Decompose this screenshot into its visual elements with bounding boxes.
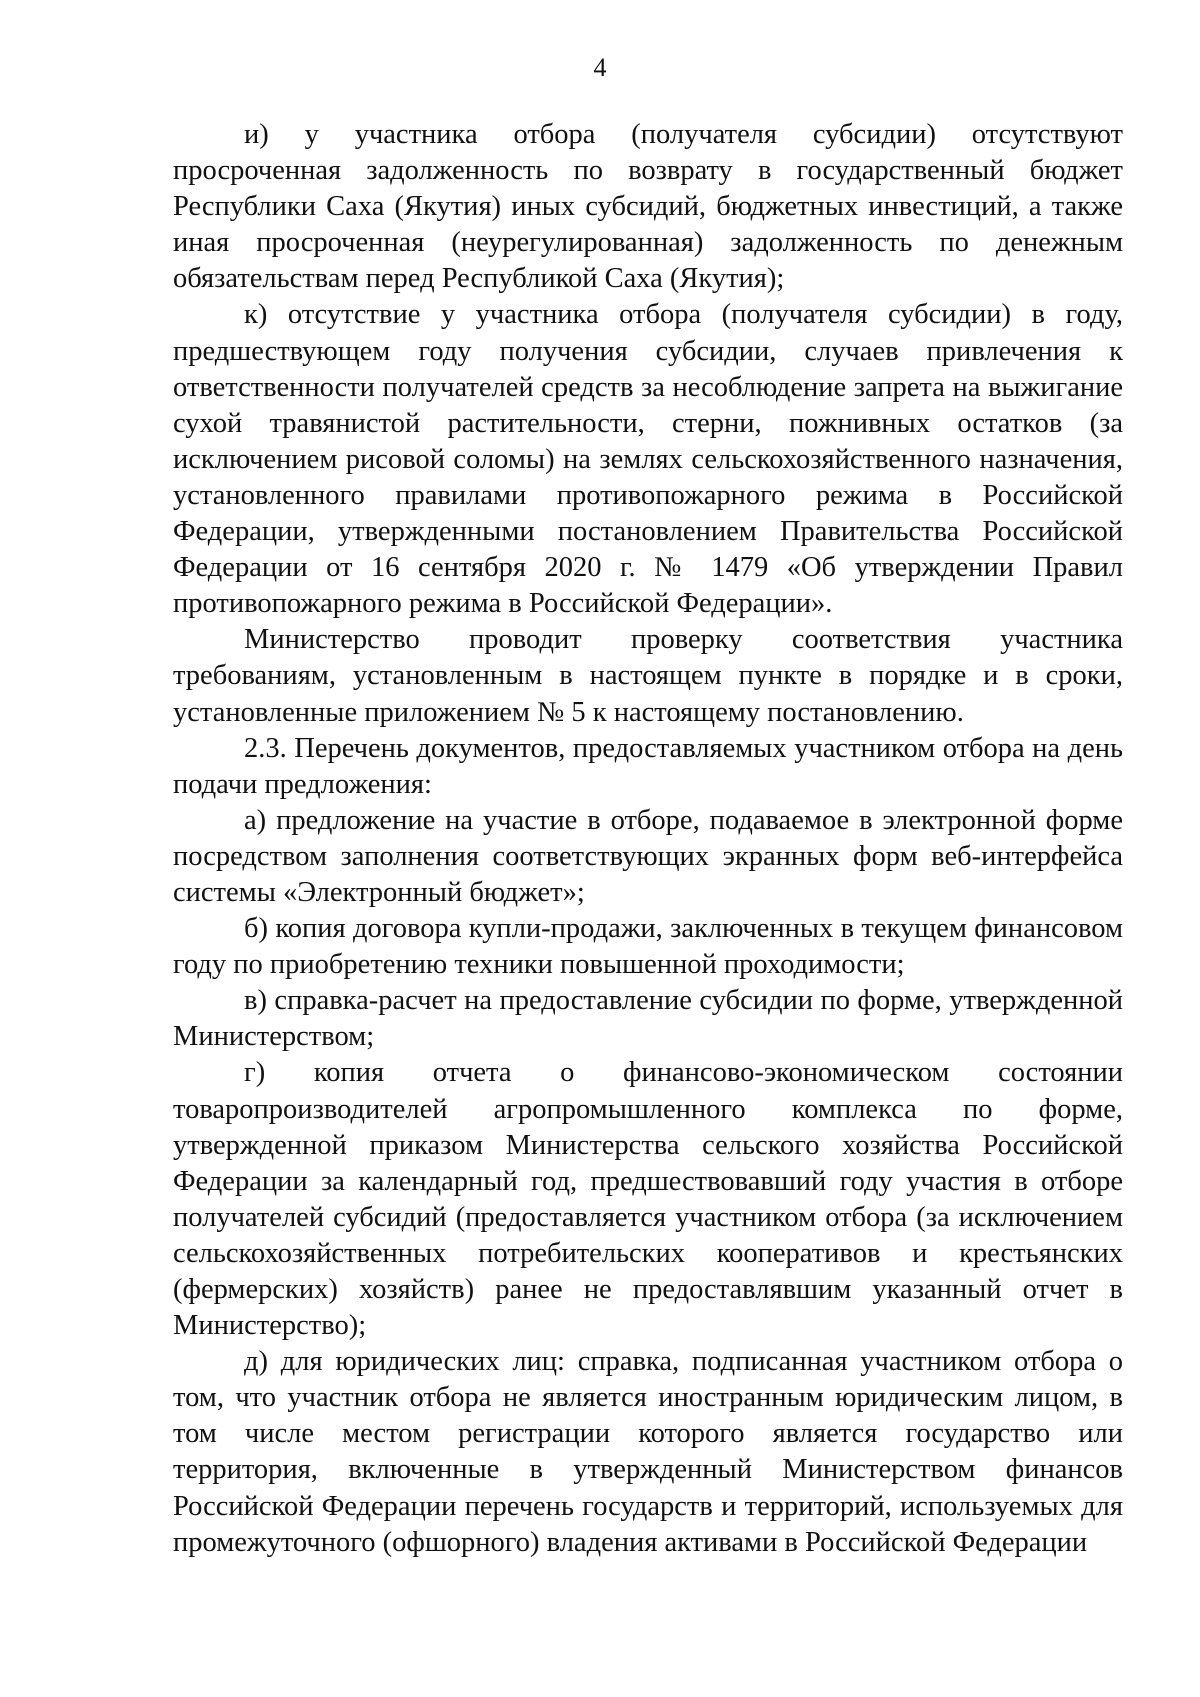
page-number: 4 xyxy=(593,53,607,82)
paragraph-item-g: г) копия отчета о финансово-экономическом состоянии товаропроизводителей агропромышленного комплекса по форме, утвержденной приказом Министерства сельского хозяйства Российской Федерации за календарный год, предшествовавший году участия в отборе получателей субсидий (предоставляется участником отбора (за исключением сельскохозяйственных потребительских кооперативов и крестьянских (фермерских) хозяйств) ранее не предоставлявшим указанный отчет в Министерство); xyxy=(173,1057,1123,1342)
paragraph-section-2-3: 2.3. Перечень документов, предоставляемых участником отбора на день подачи предложения: xyxy=(173,732,1123,800)
paragraph-item-k: к) отсутствие у участника отбора (получателя субсидии) в году, предшествующем году получения субсидии, случаев привлечения к ответственности получателей средств за несоблюдение запрета на выжигание сухой травянистой растительности, стерни, пожнивных остатков (за исключением рисовой соломы) на землях сельскохозяйственного назначения, установленного правилами противопожарного режима в Российской Федерации, утвержденными постановлением Правительства Российской Федерации от 16 сентября 2020 г. № 1479 «Об утверждении Правил противопожарного режима в Российской Федерации». xyxy=(173,299,1123,620)
paragraph-item-a: а) предложение на участие в отборе, подаваемое в электронной форме посредством заполнения соответствующих экранных форм веб-интерфейса системы «Электронный бюджет»; xyxy=(173,804,1123,908)
document-body xyxy=(173,117,1123,1561)
paragraph-item-b: б) копия договора купли-продажи, заключенных в текущем финансовом году по приобретению техники повышенной проходимости; xyxy=(173,913,1123,981)
paragraph-ministry-check: Министерство проводит проверку соответствия участника требованиям, установленным в настоящем пункте в порядке и в сроки, установленные приложением № 5 к настоящему постановлению. xyxy=(173,624,1123,728)
paragraph-item-i: и) у участника отбора (получателя субсидии) отсутствуют просроченная задолженность по возврату в государственный бюджет Республики Саха (Якутия) иных субсидий, бюджетных инвестиций, а также иная просроченная (неурегулированная) задолженность по денежным обязательствам перед Республикой Саха (Якутия); xyxy=(173,119,1123,295)
paragraph-item-v: в) справка-расчет на предоставление субсидии по форме, утвержденной Министерством; xyxy=(173,985,1123,1053)
paragraph-item-d: д) для юридических лиц: справка, подписанная участником отбора о том, что участник отбора не является иностранным юридическим лицом, в том числе местом регистрации которого является государство или территория, включенные в утвержденный Министерством финансов Российской Федерации перечень государств и территорий, используемых для промежуточного (офшорного) владения активами в Российской Федерации xyxy=(173,1346,1123,1558)
